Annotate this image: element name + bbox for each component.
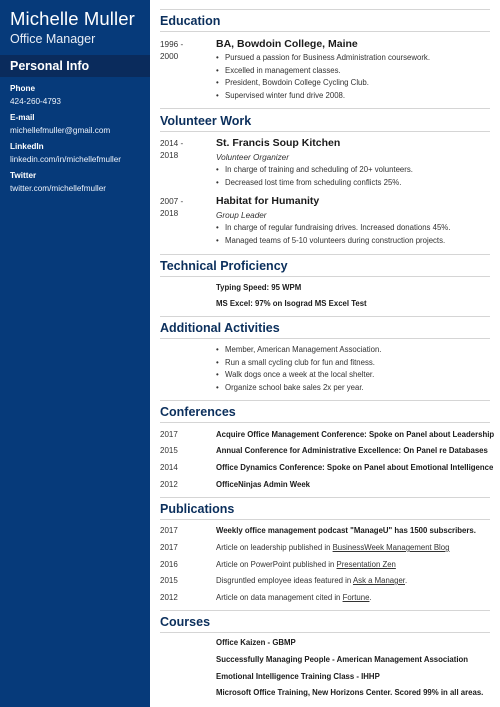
list-item: • Walk dogs once a week at the local shelter. xyxy=(216,369,381,382)
education-degree: BA, Bowdoin College, Maine xyxy=(216,38,358,50)
volunteer-bullets xyxy=(216,222,450,247)
volunteer-role: Volunteer Organizer xyxy=(216,153,289,162)
publication-text: Disgruntled employee ideas featured in Ask a Manager. xyxy=(216,576,408,585)
email-value[interactable]: michellefmuller@gmail.com xyxy=(10,126,111,135)
publication-text: Weekly office management podcast "ManageU" has 1500 subscribers. xyxy=(216,526,476,535)
publication-year: 2012 xyxy=(160,593,178,602)
publications-title: Publications xyxy=(160,502,235,516)
publication-link[interactable]: Fortune xyxy=(342,593,370,602)
section-divider xyxy=(160,400,490,401)
personal-info-title: Personal Info xyxy=(10,59,90,73)
technical-item: Typing Speed: 95 WPM xyxy=(216,283,302,292)
section-divider xyxy=(160,131,490,132)
conference-year: 2017 xyxy=(160,430,178,439)
section-divider xyxy=(160,316,490,317)
volunteer-org: St. Francis Soup Kitchen xyxy=(216,137,341,149)
twitter-label: Twitter xyxy=(10,171,37,180)
list-item: • Excelled in management classes. xyxy=(216,65,430,78)
profile-role: Office Manager xyxy=(10,32,96,46)
section-divider xyxy=(160,610,490,611)
twitter-value[interactable]: twitter.com/michellefmuller xyxy=(10,184,106,193)
phone-label: Phone xyxy=(10,84,36,93)
email-label: E-mail xyxy=(10,113,35,122)
list-item: • Supervised winter fund drive 2008. xyxy=(216,90,430,103)
section-divider xyxy=(160,519,490,520)
course-item: Successfully Managing People - American Management Association xyxy=(216,655,469,664)
sidebar xyxy=(0,0,150,707)
conference-text: Office Dynamics Conference: Spoke on Panel about Emotional Intelligence xyxy=(216,463,494,472)
education-title: Education xyxy=(160,14,221,28)
education-date: 1996 - 2000 xyxy=(160,40,184,61)
course-item: Microsoft Office Training, New Horizons Center. Scored 99% in all areas. xyxy=(216,688,484,697)
courses-title: Courses xyxy=(160,615,211,629)
publication-year: 2015 xyxy=(160,576,178,585)
course-item: Office Kaizen - GBMP xyxy=(216,638,296,647)
phone-value: 424-260-4793 xyxy=(10,97,61,106)
activities-bullets xyxy=(216,344,381,394)
section-divider xyxy=(160,31,490,32)
publication-text: Article on leadership published in BusinessWeek Management Blog xyxy=(216,543,450,552)
publication-link[interactable]: Presentation Zen xyxy=(336,560,396,569)
volunteer-role: Group Leader xyxy=(216,211,267,220)
main-content xyxy=(150,0,500,707)
list-item: • Run a small cycling club for fun and fitness. xyxy=(216,357,381,370)
conference-year: 2012 xyxy=(160,480,178,489)
section-divider xyxy=(160,497,490,498)
conference-text: Annual Conference for Administrative Excellence: On Panel re Databases xyxy=(216,446,488,455)
list-item: • Organize school bake sales 2x per year. xyxy=(216,382,381,395)
list-item: • In charge of regular fundraising drives. Increased donations 45%. xyxy=(216,222,450,235)
publication-text: Article on PowerPoint published in Presentation Zen xyxy=(216,560,396,569)
profile-name: Michelle Muller xyxy=(10,8,135,29)
publication-year: 2016 xyxy=(160,560,178,569)
education-bullets xyxy=(216,52,430,102)
conference-year: 2015 xyxy=(160,446,178,455)
list-item: • President, Bowdoin College Cycling Club. xyxy=(216,77,430,90)
publication-text: Article on data management cited in Fortune. xyxy=(216,593,372,602)
publication-link[interactable]: Ask a Manager xyxy=(352,576,405,585)
conferences-title: Conferences xyxy=(160,405,236,419)
volunteer-org: Habitat for Humanity xyxy=(216,195,320,207)
course-item: Emotional Intelligence Training Class - IHHP xyxy=(216,672,380,681)
publication-year: 2017 xyxy=(160,543,178,552)
technical-item: MS Excel: 97% on Isograd MS Excel Test xyxy=(216,299,367,308)
section-divider xyxy=(160,108,490,109)
section-divider xyxy=(160,276,490,277)
list-item: • Decreased lost time from scheduling conflicts 25%. xyxy=(216,177,413,190)
list-item: • Managed teams of 5-10 volunteers during construction projects. xyxy=(216,235,450,248)
conference-text: Acquire Office Management Conference: Spoke on Panel about Leadership xyxy=(216,430,495,439)
section-divider xyxy=(160,9,490,10)
volunteer-bullets xyxy=(216,164,413,189)
section-divider xyxy=(160,254,490,255)
section-divider xyxy=(160,632,490,633)
activities-title: Additional Activities xyxy=(160,321,280,335)
list-item: • Member, American Management Association. xyxy=(216,344,381,357)
section-divider xyxy=(160,422,490,423)
technical-title: Technical Proficiency xyxy=(160,259,288,273)
conference-year: 2014 xyxy=(160,463,178,472)
conference-text: OfficeNinjas Admin Week xyxy=(216,480,311,489)
volunteer-date: 2014 - 2018 xyxy=(160,139,184,160)
linkedin-value[interactable]: linkedin.com/in/michellefmuller xyxy=(10,155,122,164)
publication-year: 2017 xyxy=(160,526,178,535)
list-item: • Pursued a passion for Business Administration coursework. xyxy=(216,52,430,65)
publication-link[interactable]: BusinessWeek Management Blog xyxy=(332,543,450,552)
section-divider xyxy=(160,338,490,339)
linkedin-label: LinkedIn xyxy=(10,142,44,151)
volunteer-date: 2007 - 2018 xyxy=(160,197,184,218)
volunteer-title: Volunteer Work xyxy=(160,114,252,128)
list-item: • In charge of training and scheduling of 20+ volunteers. xyxy=(216,164,413,177)
